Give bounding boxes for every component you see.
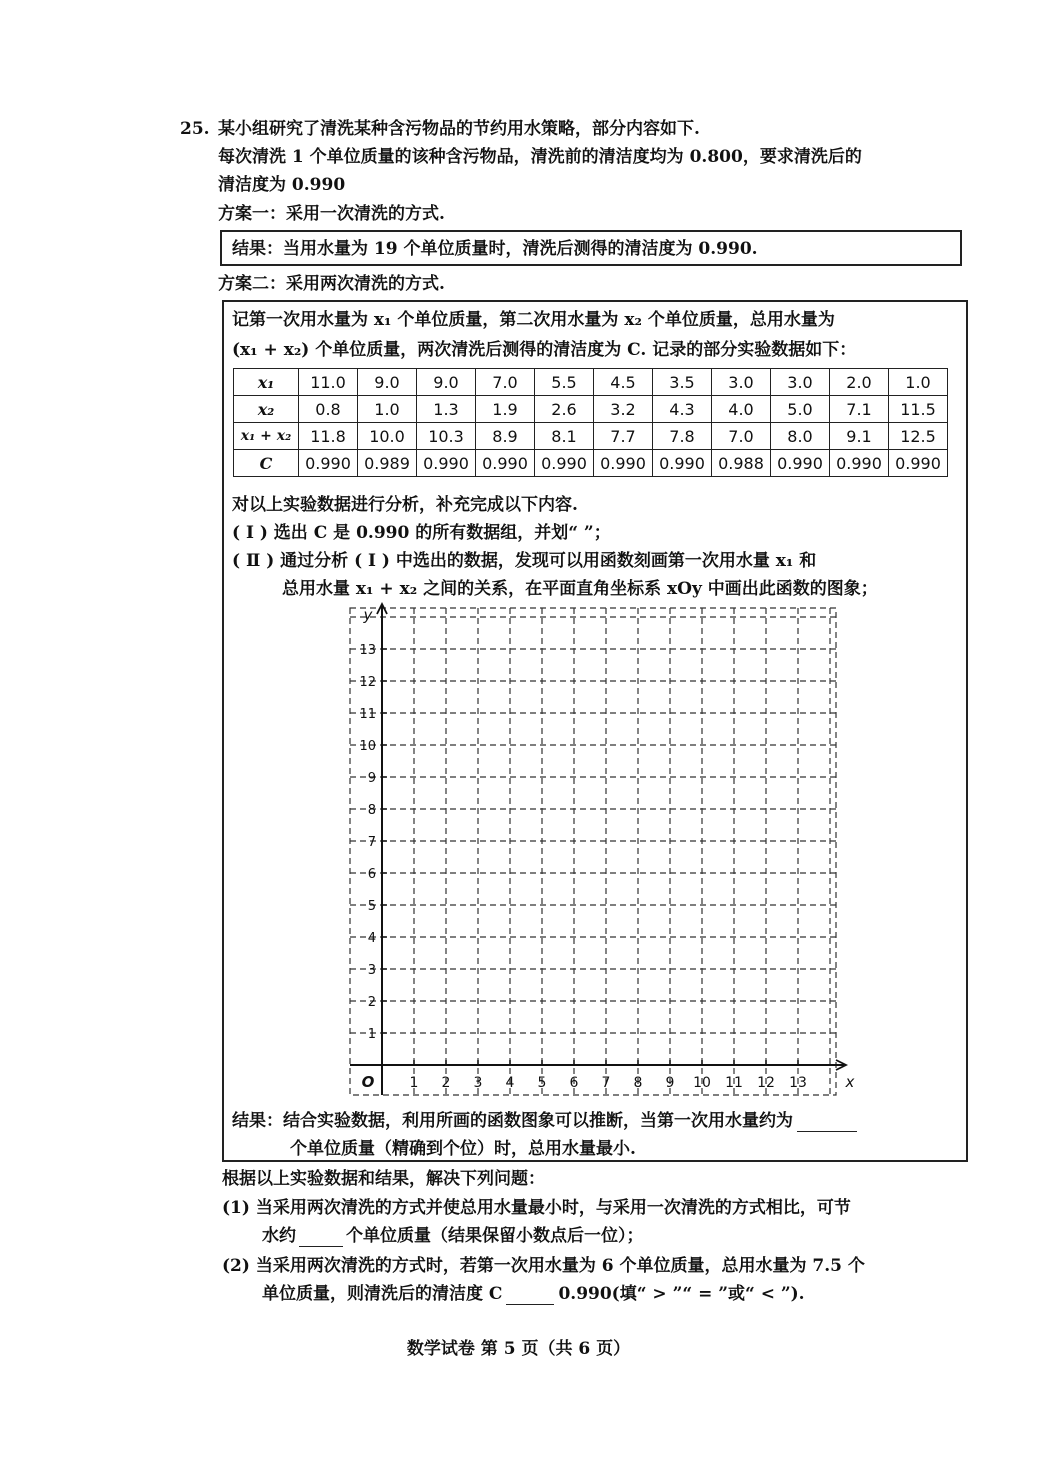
y-tick-label: 5 — [367, 899, 376, 914]
table-cell: 8.9 — [476, 423, 535, 450]
x-tick-label: 4 — [505, 1075, 515, 1091]
y-tick-label: 13 — [359, 643, 376, 658]
result2-text: 结果：结合实验数据，利用所画的函数图象可以推断，当第一次用水量约为 — [232, 1111, 793, 1131]
q2-text-b: 0.990(填“ > ”“ = ”或“ < ”). — [558, 1284, 805, 1304]
table-cell: 9.0 — [417, 369, 476, 396]
y-tick-label: 2 — [367, 995, 376, 1010]
table-cell: 0.990 — [299, 450, 358, 477]
part2-line1: ( Ⅱ ) 通过分析 ( Ⅰ ) 中选出的数据，发现可以用函数刻画第一次用水量 x₁ 和 — [232, 551, 817, 571]
q1-line2 — [262, 1225, 644, 1247]
table-cell: 7.0 — [712, 423, 771, 450]
x-tick-label: 2 — [441, 1075, 451, 1091]
row-label-x1: x₁ — [234, 369, 299, 396]
table-row — [234, 369, 948, 396]
x-tick-label: 11 — [725, 1075, 743, 1091]
question-intro: 某小组研究了清洗某种含污物品的节约用水策略，部分内容如下. — [218, 119, 700, 139]
table-cell: 0.990 — [889, 450, 948, 477]
table-cell: 5.0 — [771, 396, 830, 423]
table-cell: 3.0 — [712, 369, 771, 396]
answer-blank-min-x1[interactable] — [797, 1113, 857, 1132]
x-tick-label: 3 — [473, 1075, 483, 1091]
y-tick-label: 10 — [359, 739, 376, 754]
x-tick-label: 8 — [633, 1075, 643, 1091]
table-cell: 7.1 — [830, 396, 889, 423]
table-cell: 4.0 — [712, 396, 771, 423]
q2-text-a: 单位质量，则清洗后的清洁度 C — [262, 1284, 503, 1304]
plan2-line2: (x₁ + x₂) 个单位质量，两次清洗后测得的清洁度为 C. 记录的部分实验数据如下： — [232, 340, 857, 360]
plan1-result: 结果：当用水量为 19 个单位质量时，清洗后测得的清洁度为 0.990. — [232, 239, 758, 259]
plan2-title: 方案二：采用两次清洗的方式. — [218, 274, 445, 294]
part2-line2: 总用水量 x₁ + x₂ 之间的关系，在平面直角坐标系 xOy 中画出此函数的图象； — [282, 579, 878, 599]
table-cell: 10.0 — [358, 423, 417, 450]
plan2-line1: 记第一次用水量为 x₁ 个单位质量，第二次用水量为 x₂ 个单位质量，总用水量为 — [232, 310, 835, 330]
table-cell: 0.990 — [771, 450, 830, 477]
table-cell: 0.990 — [476, 450, 535, 477]
table-cell: 7.7 — [594, 423, 653, 450]
y-tick-label: 9 — [367, 771, 376, 786]
row-label-x2: x₂ — [234, 396, 299, 423]
table-cell: 0.989 — [358, 450, 417, 477]
table-cell: 0.990 — [417, 450, 476, 477]
x-tick-label: 9 — [665, 1075, 675, 1091]
table-cell: 1.0 — [358, 396, 417, 423]
table-cell: 8.0 — [771, 423, 830, 450]
y-tick-label: 12 — [359, 675, 376, 690]
y-tick-label: 4 — [367, 931, 376, 946]
question-desc-line1: 每次清洗 1 个单位质量的该种含污物品，清洗前的清洁度均为 0.800，要求清洗后的 — [218, 147, 862, 167]
table-cell: 4.3 — [653, 396, 712, 423]
table-cell: 0.8 — [299, 396, 358, 423]
y-tick-label: 7 — [367, 835, 376, 850]
experiment-data-table — [233, 368, 948, 477]
row-label-c: C — [234, 450, 299, 477]
x-tick-label: 6 — [569, 1075, 579, 1091]
analysis-intro: 对以上实验数据进行分析，补充完成以下内容. — [232, 495, 578, 515]
table-cell: 8.1 — [535, 423, 594, 450]
table-cell: 3.2 — [594, 396, 653, 423]
table-cell: 0.990 — [830, 450, 889, 477]
table-cell: 0.988 — [712, 450, 771, 477]
q1-text-b: 个单位质量（结果保留小数点后一位）； — [346, 1226, 644, 1246]
x-tick-label: 5 — [537, 1075, 547, 1091]
x-tick-label: 12 — [757, 1075, 775, 1091]
result2-line1 — [232, 1110, 857, 1132]
table-row — [234, 450, 948, 477]
table-cell: 2.0 — [830, 369, 889, 396]
table-cell: 12.5 — [889, 423, 948, 450]
x-tick-label: 1 — [409, 1075, 419, 1091]
y-tick-label: 1 — [367, 1027, 376, 1042]
table-cell: 3.5 — [653, 369, 712, 396]
solve-intro: 根据以上实验数据和结果，解决下列问题： — [222, 1169, 545, 1189]
coordinate-grid[interactable] — [340, 600, 855, 1105]
table-cell: 5.5 — [535, 369, 594, 396]
table-cell: 11.5 — [889, 396, 948, 423]
q1-text-a: 水约 — [262, 1226, 296, 1246]
plan1-title: 方案一：采用一次清洗的方式. — [218, 204, 445, 224]
table-row — [234, 423, 948, 450]
table-cell: 1.0 — [889, 369, 948, 396]
x-tick-label: 7 — [601, 1075, 611, 1091]
table-cell: 7.0 — [476, 369, 535, 396]
q2-line1: (2) 当采用两次清洗的方式时，若第一次用水量为 6 个单位质量，总用水量为 7.5 个 — [222, 1256, 865, 1276]
q1-line1: (1) 当采用两次清洗的方式并使总用水量最小时，与采用一次清洗的方式相比，可节 — [222, 1198, 851, 1218]
table-cell: 3.0 — [771, 369, 830, 396]
table-cell: 10.3 — [417, 423, 476, 450]
part1: ( Ⅰ ) 选出 C 是 0.990 的所有数据组，并划“ ”； — [232, 523, 611, 543]
origin-label: O — [361, 1073, 375, 1091]
table-cell: 1.9 — [476, 396, 535, 423]
row-label-sum: x₁ + x₂ — [234, 423, 299, 450]
x-tick-label: 13 — [789, 1075, 807, 1091]
table-cell: 0.990 — [535, 450, 594, 477]
question-number: 25. — [180, 119, 210, 139]
y-tick-label: 8 — [367, 803, 376, 818]
y-tick-label: 6 — [367, 867, 376, 882]
table-cell: 7.8 — [653, 423, 712, 450]
table-row — [234, 396, 948, 423]
table-cell: 4.5 — [594, 369, 653, 396]
page-footer: 数学试卷 第 5 页（共 6 页） — [406, 1339, 631, 1359]
x-axis-label: x — [845, 1073, 855, 1091]
table-cell: 1.3 — [417, 396, 476, 423]
y-tick-label: 3 — [367, 963, 376, 978]
answer-blank-compare[interactable] — [506, 1286, 554, 1305]
answer-blank-water-saved[interactable] — [299, 1228, 343, 1247]
x-tick-label: 10 — [693, 1075, 711, 1091]
table-cell: 9.0 — [358, 369, 417, 396]
table-cell: 9.1 — [830, 423, 889, 450]
question-desc-line2: 清洁度为 0.990 — [218, 175, 346, 195]
table-cell: 11.0 — [299, 369, 358, 396]
y-axis-label: y — [363, 606, 373, 624]
q2-line2 — [262, 1283, 805, 1305]
table-cell: 0.990 — [653, 450, 712, 477]
y-tick-label: 11 — [359, 707, 376, 722]
result2-line2: 个单位质量（精确到个位）时，总用水量最小. — [290, 1139, 636, 1159]
table-cell: 0.990 — [594, 450, 653, 477]
table-cell: 11.8 — [299, 423, 358, 450]
table-cell: 2.6 — [535, 396, 594, 423]
